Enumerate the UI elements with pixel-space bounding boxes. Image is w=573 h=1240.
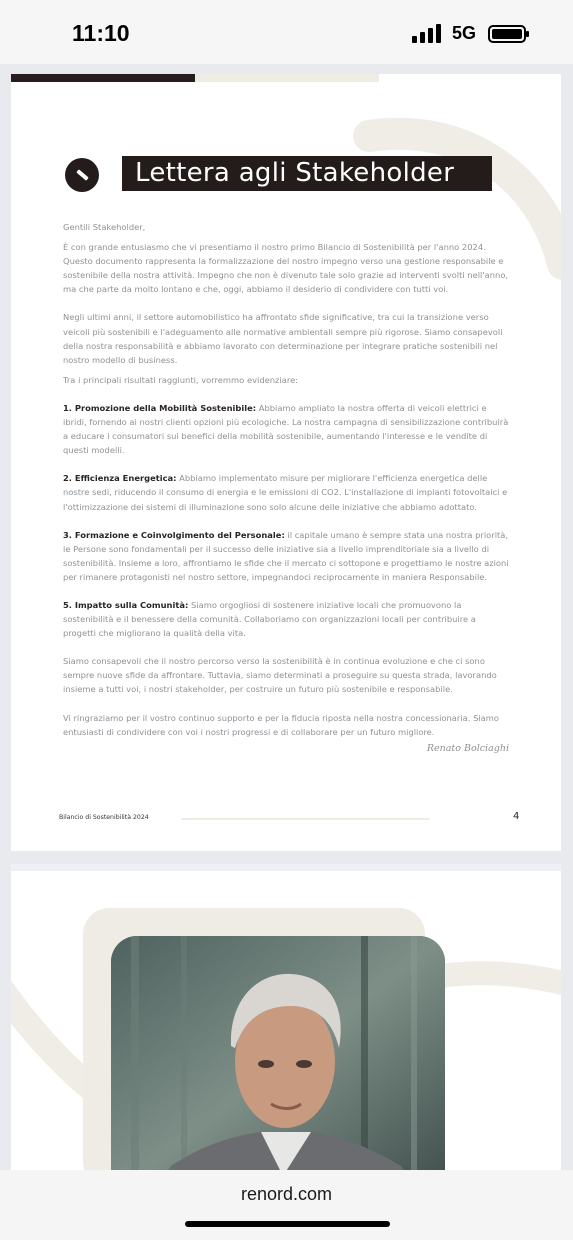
result-text: Abbiamo ampliato la nostra offerta di veicoli elettrici e ibridi, fornendo ai nostri clienti opzioni più ecologiche. La nostra campagna di sensibilizzazione contribuirà a educare i consumatori sui benefici della mobilità sostenibile, aumentando l'interesse e le vendite di questi modelli. (63, 402, 509, 456)
portrait-illustration (111, 936, 445, 1170)
portrait-photo (111, 936, 445, 1170)
signal-bars-icon (412, 24, 442, 43)
result-item (63, 528, 511, 584)
document-page-4[interactable] (11, 74, 561, 851)
result-heading: 3. Formazione e Coinvolgimento del Personale: (63, 529, 285, 540)
result-item (63, 471, 511, 513)
browser-address-bar[interactable] (0, 1170, 573, 1240)
signature: Renato Bolciaghi (426, 743, 509, 754)
footer-divider (181, 818, 429, 820)
network-type: 5G (452, 23, 477, 43)
home-indicator[interactable] (185, 1221, 390, 1227)
result-text: il capitale umano è sempre stata una nostra priorità, le Persone sono fondamentali per il successo delle iniziative sia a livello imprenditoriale sia a livello di sostenibilità. Insieme a loro, affrontiamo le sfide che il mercato ci sottopone e progettiamo le nostre azioni per rimanere protagonisti nel nostro settore, impegnandoci reciprocamente in maniera Responsabile. (63, 529, 509, 582)
url-text[interactable]: renord.com (240, 1184, 333, 1204)
thanks-paragraph: Vi ringraziamo per il vostro continuo supporto e per la fiducia riposta nella nostra concessionaria. Siamo entusiasti di condividere con voi i nostri progressi e di collaborare per un futuro migliore. (63, 712, 500, 737)
footer-label: Bilancio di Sostenibilità 2024 (59, 814, 149, 821)
result-heading: 5. Impatto sulla Comunità: (63, 599, 189, 610)
battery-icon (488, 25, 526, 43)
page-title: Lettera agli Stakeholder (122, 156, 492, 191)
result-text: Siamo orgogliosi di sostenere iniziative locali che promuovono la sostenibilità e il benessere della comunità. Collaboriamo con organizzazioni locali per contribuire a progetti che migliorano la qualità della vita. (63, 599, 476, 639)
result-text: Abbiamo implementato misure per migliorare l'efficienza energetica delle nostre sedi, riducendo il consumo di energia e le emissioni di CO2. L'installazione di impianti fotovoltaici e l'ottimizzazione dei sistemi di illuminazione sono solo alcune delle iniziative che abbiamo adottato. (63, 473, 508, 512)
context-paragraph: Negli ultimi anni, il settore automobilistico ha affrontato sfide significative, tra cui la transizione verso veicoli più sostenibili e l'adeguamento alle normative ambientali sempre più rigorose. Siamo consapevoli della nostra responsabilità e abbiamo lavorato con determinazione per integrare pratiche sostenibili nel nostro modello di business. (63, 312, 503, 365)
result-heading: 1. Promozione della Mobilità Sostenibile: (63, 402, 257, 413)
document-page-5[interactable] (11, 864, 561, 1170)
greeting: Gentili Stakeholder, (63, 222, 146, 232)
page-number: 4 (513, 811, 520, 822)
result-heading: 2. Efficienza Energetica: (63, 473, 177, 484)
slash-circle-icon (65, 158, 99, 192)
result-item (63, 598, 511, 640)
result-item (63, 401, 511, 457)
results-intro: Tra i principali risultati raggiunti, vorremmo evidenziare: (63, 374, 299, 385)
header-accent-light (195, 74, 379, 82)
header-accent-dark (11, 74, 195, 82)
status-time: 11:10 (72, 20, 130, 46)
outlook-paragraph: Siamo consapevoli che il nostro percorso verso la sostenibilità è in continua evoluzione e che ci sono sempre nuove sfide da affrontare. Tuttavia, siamo determinati a proseguire su questa strada, lavorando insieme a tutti voi, i nostri stakeholder, per costruire un futuro più sostenibile e responsabile. (63, 656, 497, 695)
status-bar (0, 0, 573, 64)
letter-body (63, 220, 511, 739)
intro-paragraph: È con grande entusiasmo che vi presentiamo il nostro primo Bilancio di Sostenibilità per l'anno 2024. Questo documento rappresenta la formalizzazione del nostro impegno verso una gestione responsabile e sostenibile della nostra attività. Impegno che non è divenuto tale solo grazie ad interventi svolti nell'anno, ma che parte da molto lontano e che, oggi, abbiamo il desiderio di condividere con tutti voi. (63, 242, 509, 295)
